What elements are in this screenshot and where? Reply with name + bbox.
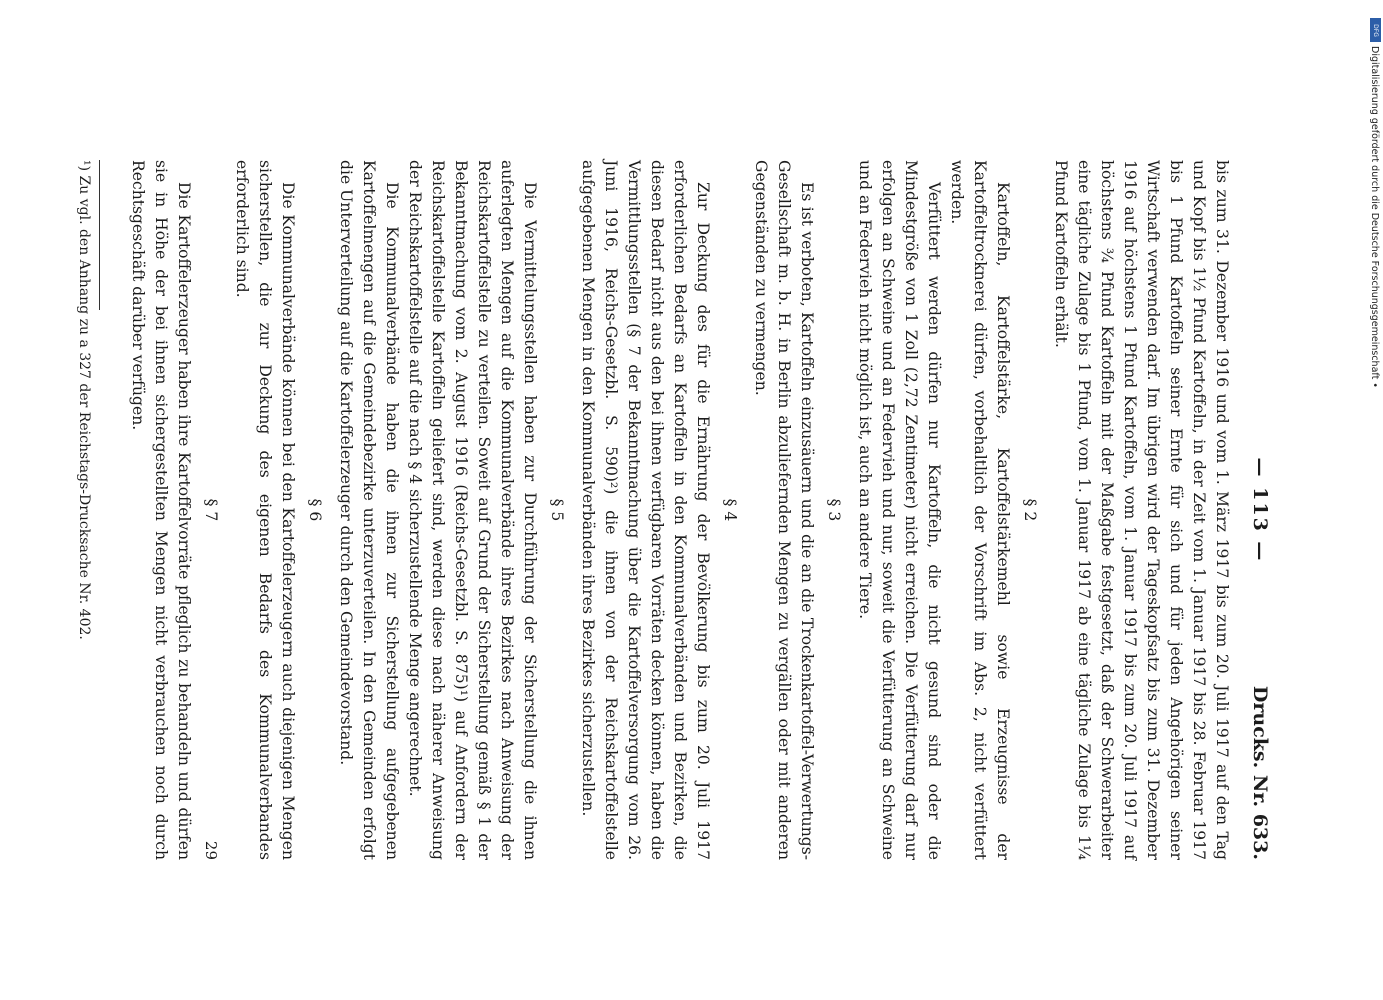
paragraph: Kartoffeln, Kartoffelstärke, Kartoffelstärkemehl sowie Erzeugnisse der Kartoffeltrocknerei dürfen, vorbehaltlich der Vorschrift im Abs. 2, nicht verfüttert werden. — [948, 160, 1012, 860]
paragraph: Es ist verboten, Kartoffeln einzusäuern und die an die Trockenkartoffel-Verwertungs-Gesellschaft m. b. H. in Berlin abzuliefernden Mengen zu vergällen oder mit anderen Gegenständen zu vermengen. — [752, 160, 816, 860]
drucksache-number: Drucks. Nr. 633. — [1249, 685, 1271, 860]
section-heading-4: § 4 — [721, 498, 739, 522]
paragraph: bis zum 31. Dezember 1916 und vom 1. März 1917 bis zum 20. Juli 1917 auf den Tag und Kopf bis 1½ Pfund Kartoffeln, in der Zeit vom 1. Januar 1917 bis 28. Februar 1917 bis 1 Pfund Kartoffeln seiner Ernte für sich und für jeden Angehörigen seiner Wirtschaft verwenden darf. Im übrigen wird der Tageskopfsatz bis zum 31. Dezember 1916 auf höchstens 1 Pfund Kartoffeln, vom 1. Januar 1917 bis zum 20. Juli 1917 auf höchstens ¾ Pfund Kartoffeln mit der Maßgabe festgesetzt, daß der Schwerarbeiter eine tägliche Zulage bis 1 Pfund, vom 1. Januar 1917 ab eine tägliche Zulage bis 1¼ Pfund Kartoffeln erhält. — [1052, 160, 1231, 860]
section-heading-6: § 6 — [306, 498, 324, 522]
paragraph: Verfüttert werden dürfen nur Kartoffeln, die nicht gesund sind oder die Mindestgröße von 1 Zoll (2,72 Zentimeter) nicht erreichen. Die Verfütterung darf nur erfolgen an Schweine und an Federvieh und nur, soweit die Verfütterung an Schweine und an Federvieh nicht möglich ist, auch an andere Tiere. — [856, 160, 943, 860]
digitization-credit: Digitalisierung gefördert durch die Deutsche Forschungsgemeinschaft • — [1369, 46, 1380, 388]
paragraph: Zur Deckung des für die Ernährung der Bevölkerung bis zum 20. Juli 1917 erforderlichen Bedarfs an Kartoffeln in den Kommunalverbänden und Bezirken, die diesen Bedarf nicht aus den bei ihnen verfügbaren Vorräten decken können, haben die Vermittlungsstellen (§ 7 der Bekanntmachung über die Kartoffelversorgung vom 26. Juni 1916, Reichs-Gesetzbl. S. 590)²) die ihnen von der Reichskartoffelstelle aufgegebenen Mengen in den Kommunalverbänden ihres Bezirkes sicherzustellen. — [579, 160, 712, 860]
footnote: ¹) Zu vgl. den Anhang zu a 327 der Reichstags-Drucksache Nr. 402. — [76, 160, 92, 640]
paragraph: Die Vermittelungsstellen haben zur Durchführung der Sicherstellung die ihnen auferlegten Mengen auf die Kommunalverbände ihres Bezirkes nach Anweisung der Reichskartoffelstelle zu verteilen. Soweit auf Grund der Sicherstellung gemäß § 1 der Bekanntmachung vom 2. August 1916 (Reichs-Gesetzbl. S. 875)¹) auf Anfordern der Reichskartoffelstelle Kartoffeln geliefert sind, werden diese nach näherer Anweisung der Reichskartoffelstelle auf die nach § 4 sicherzustellende Menge angerechnet. — [406, 160, 539, 860]
sheet-number: 29 — [202, 840, 220, 860]
dfg-logo-icon — [1370, 18, 1381, 42]
paragraph: Die Kartoffelerzeuger haben ihre Kartoffelvorräte pfleglich zu behandeln und dürfen sie in Höhe der bei ihnen sichergestellten Mengen nicht verbrauchen noch durch Rechtsgeschäft darüber verfügen. — [129, 160, 193, 860]
page-header — [1231, 160, 1275, 860]
section-heading-3: § 3 — [825, 498, 843, 522]
paragraph: Die Kommunalverbände haben die ihnen zur Sicherstellung aufgegebenen Kartoffelmengen auf die Gemeindebezirke unterzuverteilen. In den Gemeinden erfolgt die Unterverteilung auf die Kartoffelerzeuger durch den Gemeindevorstand. — [337, 160, 401, 860]
section-heading-7: § 7 — [202, 498, 220, 522]
footnote-divider — [99, 160, 100, 310]
document-body — [74, 160, 1233, 860]
digitization-sidebar — [1340, 10, 1380, 990]
paragraph: Die Kommunalverbände können bei den Kartoffelerzeugern auch diejenigen Mengen sicherstellen, die zur Deckung des eigenen Bedarfs des Kommunalverbandes erforderlich sind. — [233, 160, 297, 860]
section-heading-5: § 5 — [548, 498, 566, 522]
dfg-logo-text: DFG — [1372, 23, 1380, 37]
section-heading-2: § 2 — [1021, 498, 1039, 522]
page-number: — 113 — — [1249, 457, 1271, 563]
rotated-page — [76, 160, 1275, 860]
